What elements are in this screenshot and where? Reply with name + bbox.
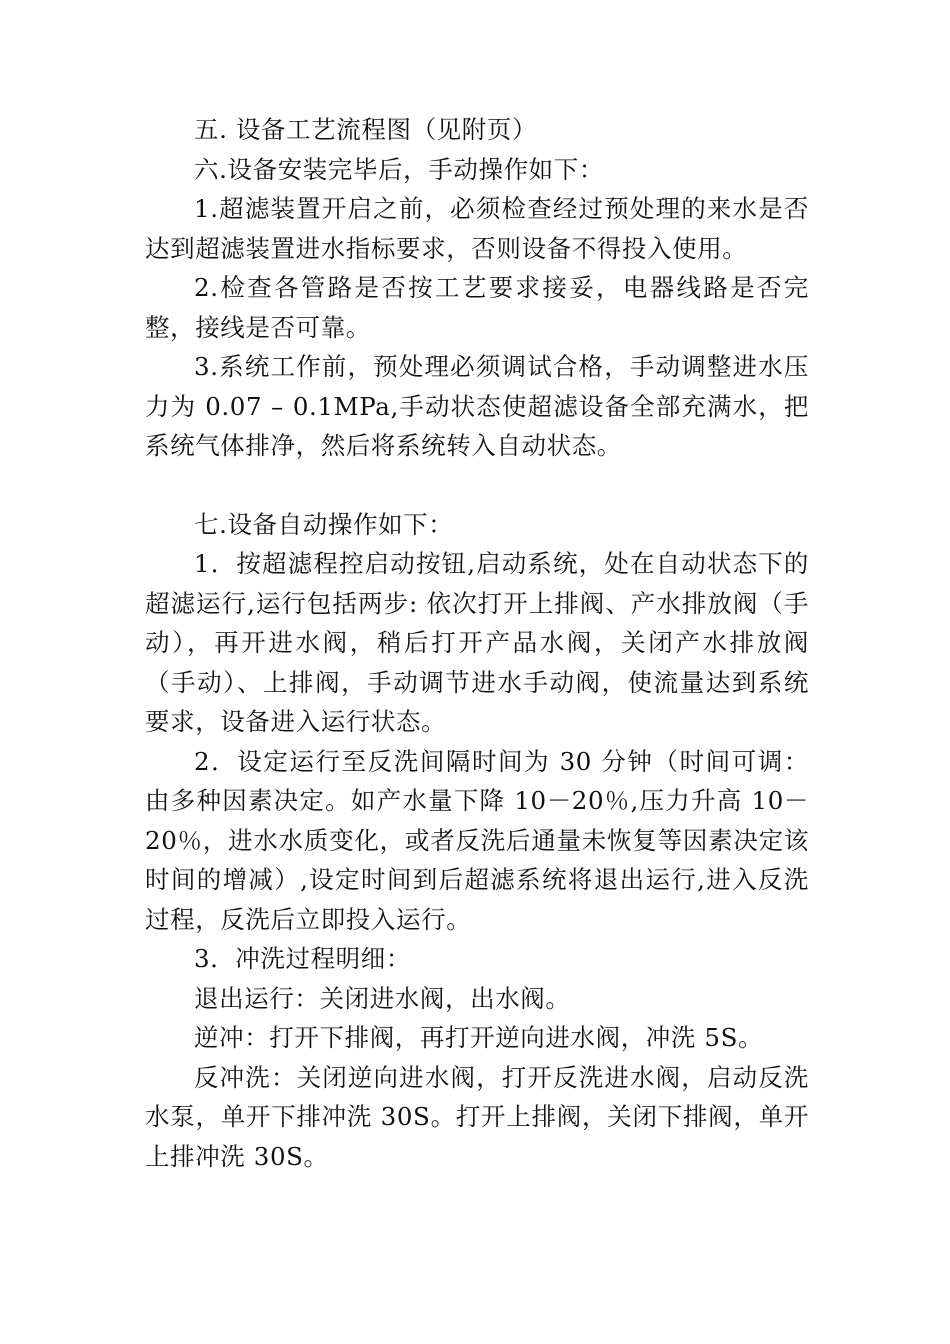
auto-step-1: 1．按超滤程控启动按钮,启动系统，处在自动状态下的超滤运行,运行包括两步: 依次打开上排阀、产水排放阀（手动），再开进水阀，稍后打开产品水阀，关闭产水排放阀（手动）、上排阀，手动调节进水手动阀，使流量达到系统要求，设备进入运行状态。 (145, 549, 809, 736)
document-body (145, 110, 809, 1176)
manual-step-3: 3.系统工作前，预处理必须调试合格，手动调整进水压力为 0.07 – 0.1MPa,手动状态使超滤设备全部充满水，把系统气体排净，然后将系统转入自动状态。 (145, 352, 809, 460)
manual-step-1: 1.超滤装置开启之前，必须检查经过预处理的来水是否达到超滤装置进水指标要求，否则设备不得投入使用。 (145, 194, 809, 263)
auto-step-2: 2．设定运行至反洗间隔时间为 30 分钟（时间可调：由多种因素决定。如产水量下降 10－20％,压力升高 10－20％，进水水质变化，或者反洗后通量未恢复等因素决定该时间的增减）,设定时间到后超滤系统将退出运行,进入反洗过程，反洗后立即投入运行。 (145, 746, 809, 934)
flush-exit-operation: 退出运行：关闭进水阀，出水阀。 (194, 983, 571, 1013)
auto-step-3-heading: 3．冲洗过程明细： (194, 944, 411, 973)
flush-reverse-flush: 逆冲：打开下排阀，再打开逆向进水阀，冲洗 5S。 (194, 1023, 764, 1052)
section-six-heading: 六.设备安装完毕后，手动操作如下： (194, 154, 604, 184)
section-five-heading: 五. 设备工艺流程图（见附页） (194, 115, 538, 144)
paragraph-spacer (145, 466, 809, 505)
manual-step-2: 2.检查各管路是否按工艺要求接妥，电器线路是否完整，接线是否可靠。 (145, 273, 809, 342)
flush-backwash: 反冲洗：关闭逆向进水阀，打开反洗进水阀，启动反洗水泵，单开下排冲洗 30S。打开上排阀，关闭下排阀，单开上排冲洗 30S。 (145, 1062, 809, 1171)
section-seven-heading: 七.设备自动操作如下： (194, 509, 454, 539)
